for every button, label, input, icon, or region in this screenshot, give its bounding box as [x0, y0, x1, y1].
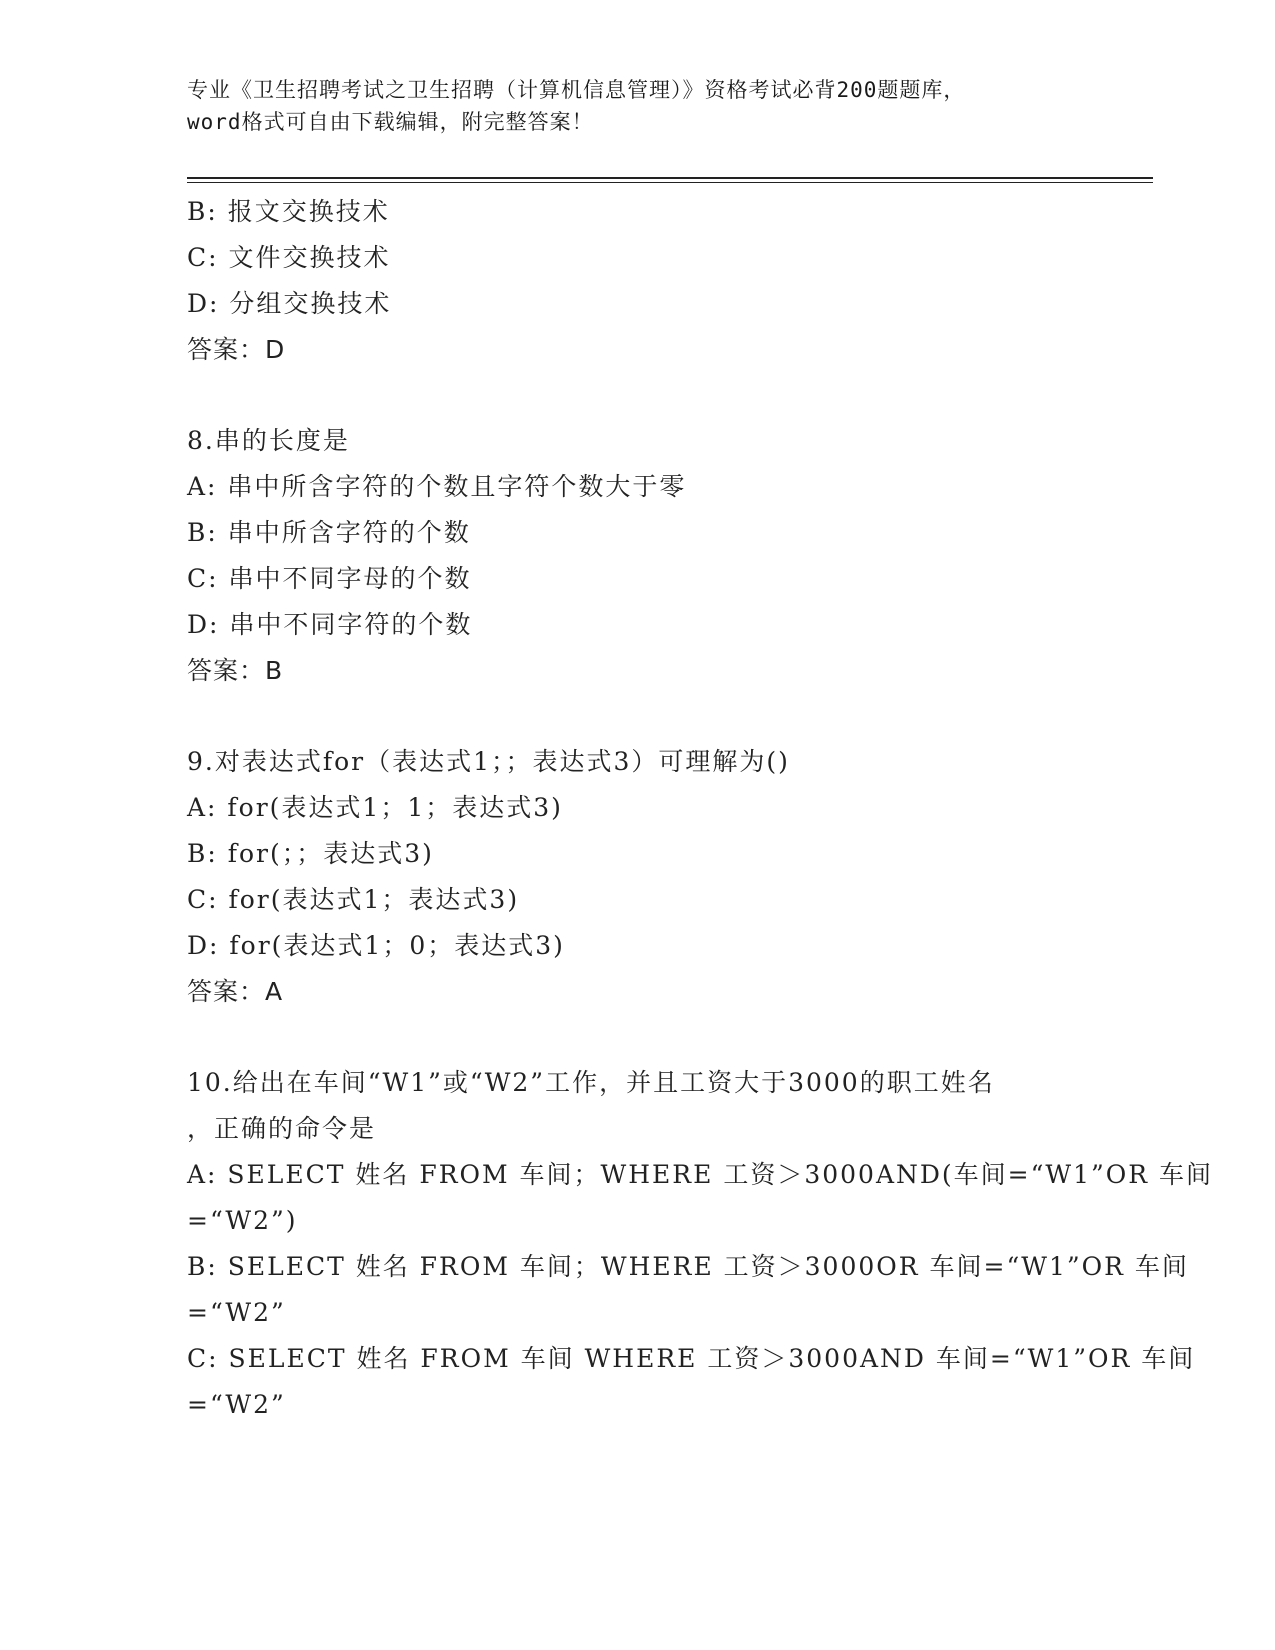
option-a: A: for(表达式1；1；表达式3) — [187, 793, 563, 822]
option-c: C: for(表达式1；表达式3) — [187, 885, 520, 914]
question-text: 9.对表达式for（表达式1；；表达式3）可理解为() — [187, 747, 790, 776]
question-text-line-2: ，正确的命令是 — [187, 1114, 377, 1143]
option-d: D: for(表达式1；0；表达式3) — [187, 931, 565, 960]
answer-line: 答案：A — [187, 977, 284, 1006]
option-a-line-2: =“W2”) — [187, 1206, 298, 1235]
option-d: D: 串中不同字符的个数 — [187, 610, 473, 639]
option-b-line-2: =“W2” — [187, 1298, 286, 1327]
question-text: 8.串的长度是 — [187, 426, 350, 455]
question-8 — [187, 418, 1127, 694]
question-7 — [187, 189, 1127, 373]
header-divider-thin — [187, 182, 1153, 183]
option-b: B: 报文交换技术 — [187, 197, 390, 226]
option-b: B: for(；；表达式3) — [187, 839, 434, 868]
option-b: B: 串中所含字符的个数 — [187, 518, 471, 547]
question-spacer — [187, 694, 1127, 739]
answer-line: 答案：D — [187, 335, 286, 364]
question-9 — [187, 739, 1127, 1015]
option-a: A: 串中所含字符的个数且字符个数大于零 — [187, 472, 687, 501]
option-c-line-2: =“W2” — [187, 1390, 286, 1419]
header-title-line-1: 专业《卫生招聘考试之卫生招聘（计算机信息管理）》资格考试必背200题题库， — [187, 78, 966, 102]
document-header — [187, 74, 1087, 138]
question-text-line-1: 10.给出在车间“W1”或“W2”工作，并且工资大于3000的职工姓名 — [187, 1068, 995, 1097]
question-spacer — [187, 373, 1127, 418]
option-b-line-1: B: SELECT 姓名 FROM 车间；WHERE 工资＞3000OR 车间=“W1”OR 车间 — [187, 1252, 1189, 1281]
option-c-line-1: C: SELECT 姓名 FROM 车间 WHERE 工资＞3000AND 车间=“W1”OR 车间 — [187, 1344, 1196, 1373]
answer-line: 答案：B — [187, 656, 284, 685]
option-c: C: 文件交换技术 — [187, 243, 391, 272]
option-d: D: 分组交换技术 — [187, 289, 392, 318]
option-a-line-1: A: SELECT 姓名 FROM 车间；WHERE 工资＞3000AND(车间=“W1”OR 车间 — [187, 1160, 1214, 1189]
question-spacer — [187, 1015, 1127, 1060]
question-list — [187, 189, 1214, 1428]
option-c: C: 串中不同字母的个数 — [187, 564, 472, 593]
question-10 — [187, 1060, 1214, 1428]
header-title-line-2: word格式可自由下载编辑，附完整答案！ — [187, 110, 594, 134]
header-divider-thick — [187, 177, 1153, 179]
